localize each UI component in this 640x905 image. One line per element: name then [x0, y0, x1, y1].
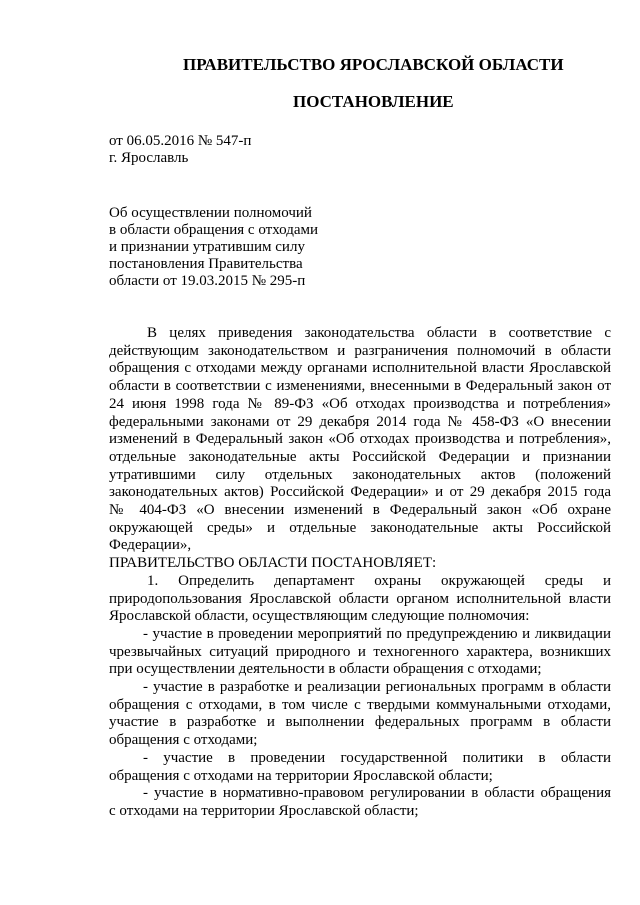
preamble-line: федеральными законами от 29 декабря 2014 года № 458-ФЗ «О внесении [109, 413, 611, 430]
bullet-line: - участие в проведении мероприятий по предупреждению и ликвидации [143, 625, 611, 642]
preamble-paragraph [109, 325, 611, 821]
resolves-line: ПРАВИТЕЛЬСТВО ОБЛАСТИ ПОСТАНОВЛЯЕТ: [109, 555, 437, 572]
title-line: и признании утратившим силу [109, 239, 305, 255]
title-line: области от 19.03.2015 № 295-п [109, 273, 306, 289]
bullet-line: с отходами на территории Ярославской области; [109, 802, 419, 819]
preamble-line: окружающей среды» и отдельные законодательные акты Российской [109, 519, 611, 536]
bullet-line: - участие в разработке и реализации региональных программ в области [143, 679, 611, 696]
bullet-line: - участие в проведении государственной политики в области [143, 749, 611, 766]
preamble-line: № 404-ФЗ «О внесении изменений в Федеральный закон «Об охране [109, 502, 611, 519]
preamble-line: утратившими силу отдельных законодательных актов (положений [109, 466, 611, 483]
preamble-line: области в соответствии с изменениями, внесенными в Федеральный закон от [109, 378, 611, 395]
date-number: от 06.05.2016 № 547-п [109, 133, 252, 149]
preamble-line: отдельные законодательные акты Российской Федерации и признании [109, 448, 611, 465]
title-line: в области обращения с отходами [109, 222, 318, 238]
preamble-line: обращения с отходами между органами исполнительной власти Ярославской [109, 360, 611, 377]
preamble-line: 24 июня 1998 года № 89-ФЗ «Об отходах производства и потребления» [109, 395, 611, 412]
title-line: постановления Правительства [109, 256, 303, 272]
document-type-heading: ПОСТАНОВЛЕНИЕ [293, 92, 454, 111]
bullet-item [109, 785, 611, 820]
preamble-line: В целях приведения законодательства области в соответствие с [147, 325, 611, 341]
bullet-line: участие в разработке и выполнении федеральных программ в области [109, 714, 611, 731]
preamble-line: действующим законодательством и разграничения полномочий в области [109, 342, 611, 359]
preamble-line: Федерации», [109, 537, 192, 554]
bullet-line: чрезвычайных ситуаций природного и техногенного характера, возникших [109, 643, 611, 660]
government-heading: ПРАВИТЕЛЬСТВО ЯРОСЛАВСКОЙ ОБЛАСТИ [183, 55, 564, 74]
item-1-line: природопользования Ярославской области органом исполнительной власти [109, 590, 611, 607]
item-1-line: Ярославской области, осуществляющим следующие полномочия: [109, 608, 530, 625]
bullet-line: обращения с отходами; [109, 732, 258, 749]
bullet-line: - участие в нормативно-правовом регулировании в области обращения [143, 785, 611, 802]
bullet-item [109, 750, 611, 785]
bullet-line: обращения с отходами на территории Ярославской области; [109, 767, 493, 784]
preamble-line: изменений в Федеральный закон «Об отходах производства и потребления», [109, 431, 611, 448]
item-1-line: 1. Определить департамент охраны окружающей среды и [147, 572, 611, 589]
title-line: Об осуществлении полномочий [109, 205, 312, 221]
bullet-line: при осуществлении деятельности в области обращения с отходами; [109, 661, 542, 678]
city: г. Ярославль [109, 150, 189, 166]
preamble-line: законодательных актов) Российской Федерации» и от 29 декабря 2015 года [109, 484, 611, 501]
bullet-item [109, 679, 611, 750]
bullet-line: обращения с отходами, в том числе с твердыми коммунальными отходами, [109, 696, 611, 713]
bullet-item [109, 626, 611, 679]
